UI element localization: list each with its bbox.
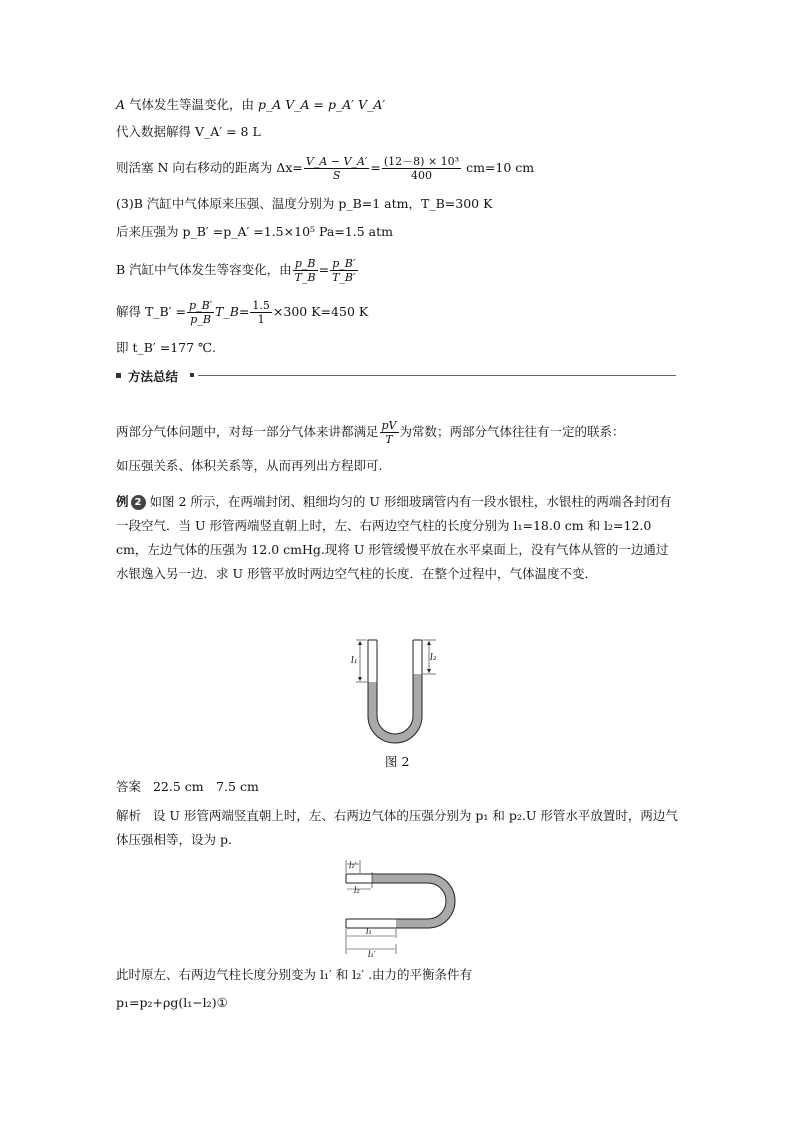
temperature-fraction-2	[250, 300, 272, 325]
solution-line-3	[116, 156, 534, 181]
fraction-numerator: pV	[381, 419, 397, 432]
closing-line-1: 此时原左、右两边气柱长度分别变为 l₁′ 和 l₂′ .由力的平衡条件有	[116, 967, 473, 982]
mercury-column	[368, 674, 422, 743]
fraction-denominator: 400	[410, 169, 432, 182]
analysis-text: 设 U 形管两端竖直朝上时，左、右两边气体的压强分别为 p₁ 和 p₂.U 形管水平放置时，两边气体压强相等，设为 p.	[116, 808, 678, 847]
fraction-numerator: 1.5	[252, 299, 270, 312]
l1-label: l₁	[366, 927, 372, 936]
analysis-label: 解析	[116, 808, 142, 823]
solution-line-3-text: 则活塞 N 向右移动的距离为 Δx=	[116, 160, 303, 175]
solution-line-2	[116, 122, 261, 142]
solution-line-7-mid: T_B=	[215, 304, 250, 319]
solution-line-7	[116, 300, 368, 325]
example-2-problem	[116, 490, 680, 586]
l2-label: l₂	[354, 886, 360, 895]
section-divider	[198, 375, 676, 376]
mercury-column	[372, 874, 455, 928]
isochoric-fraction-2	[330, 258, 357, 283]
isochoric-fraction-1	[293, 258, 318, 283]
figure-caption: 图 2	[385, 754, 410, 769]
solution-line-2-text: 代入数据解得	[116, 124, 195, 139]
equals-sign: =	[370, 160, 381, 175]
l1-label: l₁	[351, 656, 358, 666]
u-tube-vertical-figure	[350, 636, 440, 748]
solution-line-8: 即 t_B′ =177 ℃.	[116, 340, 217, 355]
example-number-badge: 2	[131, 495, 146, 510]
solution-line-7-text: 解得 T_B′ =	[116, 304, 187, 319]
fraction-numerator: p_B′	[330, 258, 357, 271]
solution-line-3-tail: cm=10 cm	[462, 160, 535, 175]
method-summary-line-1	[116, 420, 625, 445]
fraction-denominator: T_B′	[332, 271, 356, 284]
displacement-fraction-2	[382, 156, 461, 181]
section-title: 方法总结	[128, 369, 179, 384]
u-tube-horizontal-figure	[340, 858, 470, 958]
solution-line-4: (3)B 汽缸中气体原来压强、温度分别为 p_B=1 atm，T_B=300 K	[116, 196, 493, 211]
analysis-paragraph	[116, 804, 680, 852]
solution-line-7-tail: ×300 K=450 K	[272, 304, 369, 319]
fraction-numerator: p_B	[293, 258, 318, 271]
fraction-numerator: V_A − V_A′	[305, 155, 368, 168]
fraction-numerator: (12－8) × 10³	[383, 155, 460, 168]
solution-line-6-text: B 汽缸中气体发生等容变化，由	[116, 262, 292, 277]
solution-line-5: 后来压强为 p_B′ =p_A′ =1.5×10⁵ Pa=1.5 atm	[116, 224, 393, 239]
fraction-denominator: T_B	[294, 271, 316, 284]
solution-line-1-text: 气体发生等温变化，由	[125, 97, 258, 112]
fraction-denominator: S	[332, 169, 341, 182]
method-summary-part1: 两部分气体问题中，对每一部分气体来讲都满足	[116, 424, 379, 439]
fraction-denominator: 1	[257, 313, 265, 326]
square-bullet-icon	[116, 373, 121, 378]
answer-value: 22.5 cm 7.5 cm	[152, 779, 259, 794]
l2-label: l₂	[430, 653, 437, 663]
answer-label: 答案	[116, 779, 142, 794]
method-summary-line-2: 如压强关系、体积关系等，从而再列出方程即可.	[116, 458, 383, 473]
example-label: 例	[116, 494, 129, 509]
l1-prime-label: l₁′	[368, 950, 376, 958]
square-bullet-icon	[190, 373, 194, 377]
fraction-denominator: T	[385, 433, 393, 446]
solution-line-1	[116, 95, 385, 115]
fraction-denominator: p_B	[190, 313, 211, 326]
tube-inner-wall	[346, 883, 446, 919]
l2-prime-label: l₂′	[349, 861, 357, 870]
displacement-fraction-1	[304, 156, 369, 181]
temperature-fraction-1	[187, 300, 214, 325]
solution-line-1-formula: p_A V_A = p_A′ V_A′	[257, 97, 386, 112]
method-summary-header	[116, 367, 676, 385]
example-text: 如图 2 所示，在两端封闭、粗细均匀的 U 形细玻璃管内有一段水银柱，水银柱的两端各封闭有一段空气．当 U 形管两端竖直朝上时，左、右两边空气柱的长度分别为 l₁=18.0 cm 和 l₂=12.0 cm，左边气体的压强为 12.0 cmHg.现将 U 形管缓慢平放在水平桌面上，没有气体从管的一边通过水银逸入另一边．求 U 形管平放时两边空气柱的长度．在整个过程中，气体温度不变．	[116, 494, 672, 581]
pv-over-t-fraction	[380, 420, 399, 445]
tube-inner-wall	[377, 640, 413, 734]
fraction-numerator: p_B′	[189, 299, 213, 312]
solution-line-6: B 汽缸中气体发生等容变化，由 $\frac{p\_B}{T\_B}$ = $\frac{p\_B'}{T\_B'}$	[116, 257, 356, 284]
method-summary-part2: 为常数；两部分气体往往有一定的联系：	[399, 424, 625, 439]
gas-a-label: A	[116, 97, 126, 112]
closing-line-2: p₁=p₂+ρg(l₁−l₂)①	[116, 995, 228, 1010]
solution-line-2-formula: V_A′ = 8 L	[194, 124, 261, 139]
answer-line	[116, 777, 259, 797]
